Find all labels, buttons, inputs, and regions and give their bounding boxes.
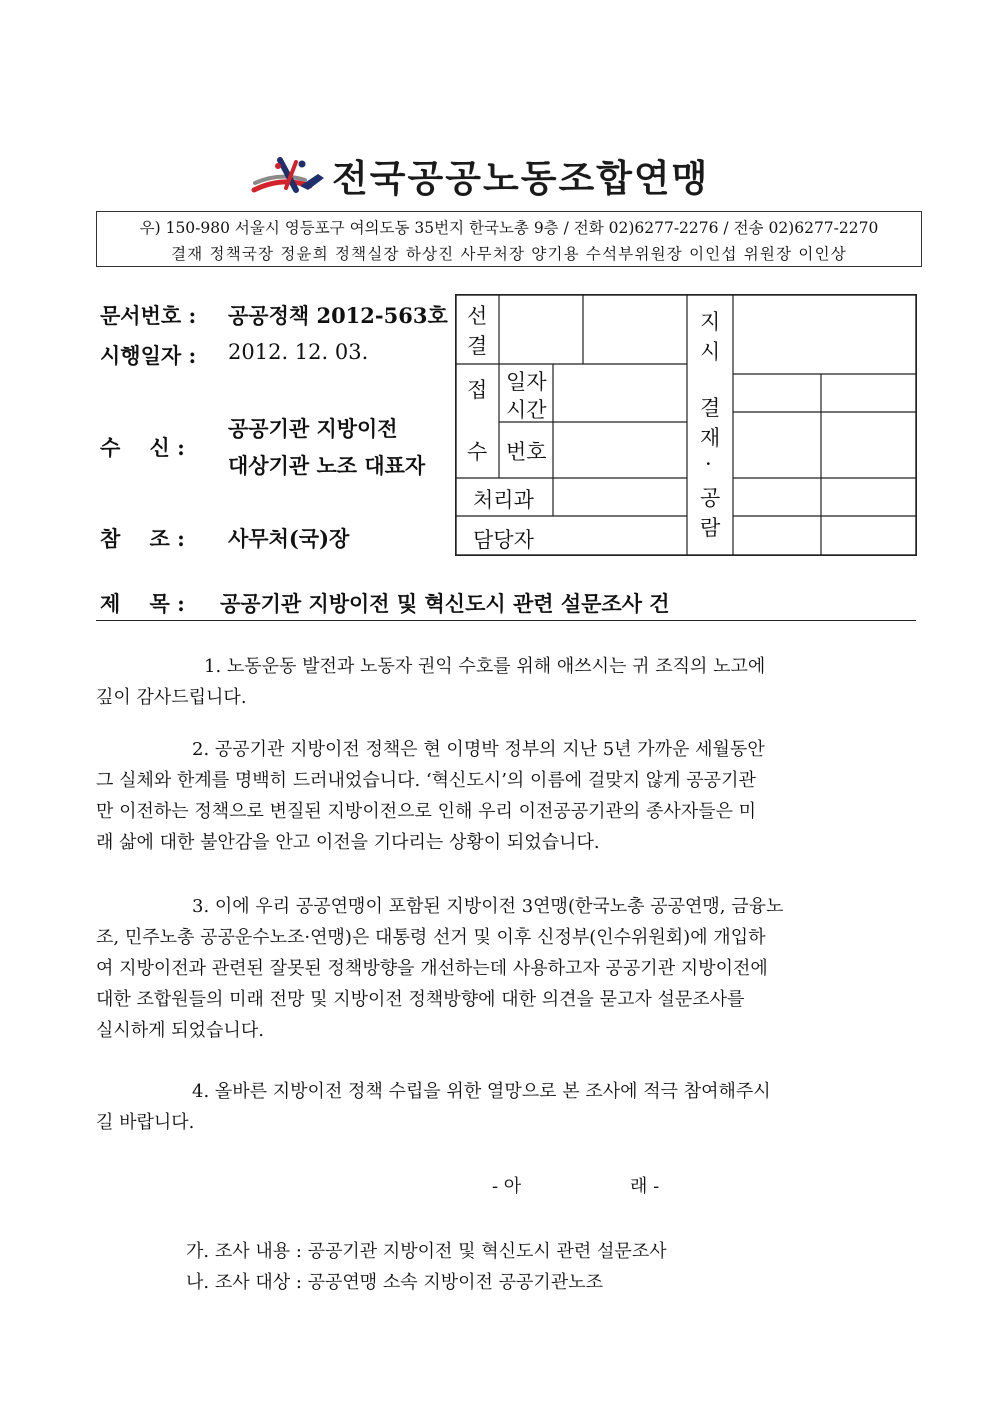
cell-gong: 공 (700, 486, 721, 510)
cell-ram: 람 (700, 516, 721, 540)
cell-ji: 지 (700, 310, 721, 334)
recipient-line-1: 공공기관 지방이전 (228, 416, 398, 441)
doc-number-label: 문서번호 : (100, 303, 197, 328)
list-item-na: 나. 조사 대상 : 공공연맹 소속 지방이전 공공기관노조 (186, 1272, 603, 1293)
cell-seon: 선 (467, 304, 488, 328)
list-item-ga: 가. 조사 내용 : 공공기관 지방이전 및 혁신도시 관련 설문조사 (186, 1241, 667, 1262)
cell-beonho: 번호 (506, 440, 547, 464)
subject-line (96, 588, 916, 621)
cell-ilja: 일자 (506, 370, 547, 394)
cell-sigan: 시간 (506, 398, 547, 422)
paragraph-1: 1. 노동운동 발전과 노동자 권익 수호를 위해 애쓰시는 귀 조직의 노고에 깊이 감사드립니다. (96, 656, 766, 708)
cell-gyeol: 결 (467, 334, 488, 358)
notice-heading-left: - 아 (492, 1176, 522, 1197)
address-line: 우) 150-980 서울시 영등포구 여의도동 35번지 한국노총 9층 / 전화 02)6277-2276 / 전송 02)6277-2270 (139, 219, 879, 237)
subject-label: 제 목 : (100, 591, 185, 616)
recipient-label: 수 신 : (100, 435, 185, 460)
cell-si: 시 (700, 340, 721, 364)
cell-jeop: 접 (467, 378, 488, 402)
cell-dot: · (705, 452, 712, 476)
cell-gyeol-2: 결 (700, 396, 721, 420)
date-label: 시행일자 : (100, 343, 197, 368)
paragraph-3: 3. 이에 우리 공공연맹이 포함된 지방이전 3연맹(한국노총 공공연맹, 금융노 조, 민주노총 공공운수노조·연맹)은 대통령 선거 및 이후 신정부(인수위원회)에 개입하 여 지방이전과 관련된 잘못된 정책방향을 개선하는데 사용하고자 공공기관 지방이전에 대한 조합원들의 미래 전망 및 지방이전 정책방향에 대한 의견을 묻고자 설문조사를 실시하게 되었습니다. (96, 896, 784, 1041)
paragraph-2: 2. 공공기관 지방이전 정책은 현 이명박 정부의 지난 5년 가까운 세월동안 그 실체와 한계를 명백히 드러내었습니다. ‘혁신도시’의 이름에 걸맞지 않게 공공기관 만 이전하는 정책으로 변질된 지방이전으로 인해 우리 이전공공기관의 종사자들은 미 래 삶에 대한 불안감을 안고 이전을 기다리는 상황이 되었습니다. (96, 739, 765, 853)
paragraph-4: 4. 올바른 지방이전 정책 수립을 위한 열망으로 본 조사에 적극 참여해주시 길 바랍니다. (96, 1081, 771, 1133)
info-box (96, 211, 922, 267)
date-value: 2012. 12. 03. (228, 340, 369, 364)
reference-label: 참 조 : (100, 526, 185, 551)
cell-damdangja: 담당자 (473, 528, 534, 552)
org-name: 전국공공노동조합연맹 (332, 156, 710, 200)
subject-text: 공공기관 지방이전 및 혁신도시 관련 설문조사 건 (220, 591, 670, 616)
reference-value: 사무처(국)장 (228, 526, 350, 551)
notice-heading-right: 래 - (630, 1176, 660, 1197)
union-logo-icon (250, 150, 330, 200)
approval-table (455, 294, 917, 556)
recipient-line-2: 대상기관 노조 대표자 (228, 453, 426, 478)
cell-su: 수 (467, 440, 488, 464)
cell-cheorigwa: 처리과 (473, 488, 534, 512)
doc-number: 공공정책 2012-563호 (228, 303, 448, 328)
cell-jae: 재 (700, 426, 721, 450)
approval-line: 결재 정책국장 정윤희 정책실장 하상진 사무처장 양기용 수석부위원장 이인섭 위원장 이인상 (171, 245, 847, 263)
